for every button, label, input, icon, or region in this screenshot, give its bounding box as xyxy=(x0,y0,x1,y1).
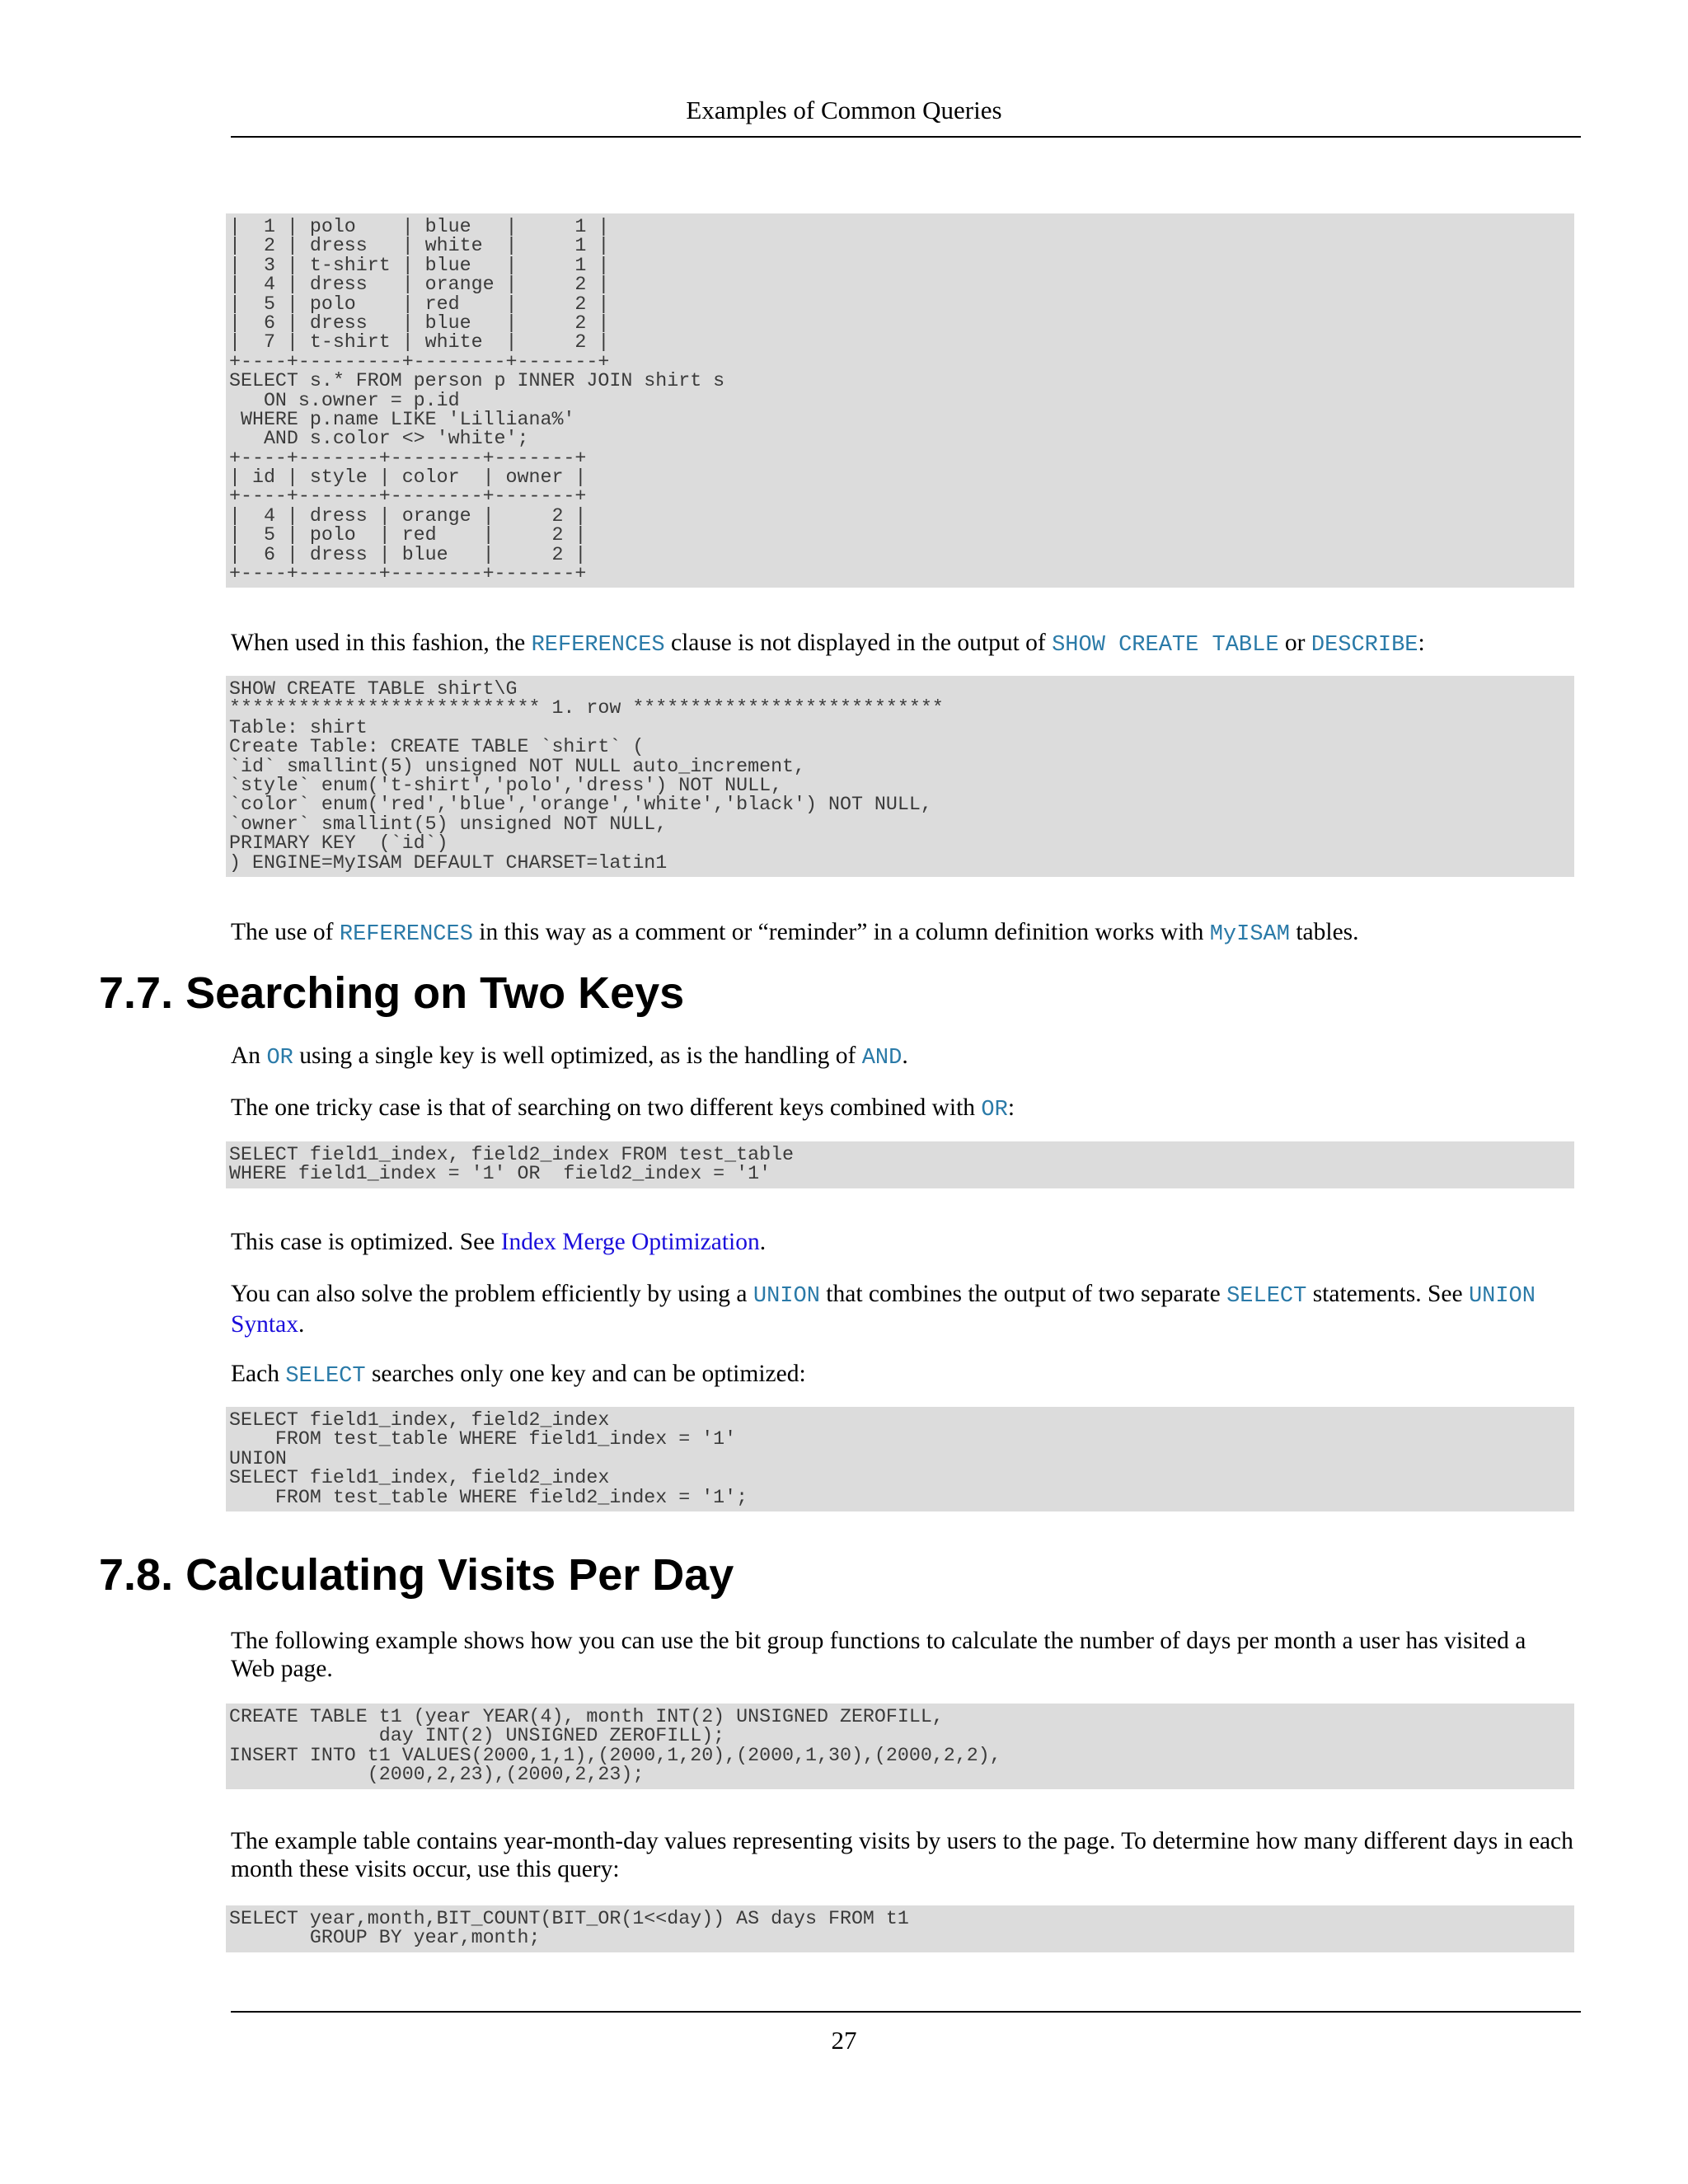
code-line: Create Table: CREATE TABLE `shirt` ( xyxy=(229,736,645,758)
literal-select: SELECT xyxy=(285,1364,366,1389)
text: When used in this fashion, the xyxy=(231,630,532,656)
code-line: `style` enum('t-shirt','polo','dress') NOT NULL, xyxy=(229,774,783,796)
code-line: | 4 | dress | orange | 2 | xyxy=(229,504,587,527)
code-block-create-t1 xyxy=(226,1704,1574,1789)
text: Each xyxy=(231,1361,286,1387)
paragraph-tricky-case xyxy=(231,1094,1574,1124)
code-line: SELECT year,month,BIT_COUNT(BIT_OR(1<<day)) AS days FROM t1 xyxy=(229,1908,909,1929)
literal-describe: DESCRIBE xyxy=(1311,633,1418,658)
paragraph-union-solution xyxy=(231,1280,1574,1338)
code-line: `owner` smallint(5) unsigned NOT NULL, xyxy=(229,813,668,835)
paragraph-references-not-displayed xyxy=(231,629,1574,659)
literal-or: OR xyxy=(266,1046,293,1071)
text: . xyxy=(298,1311,305,1338)
code-block-bit-count xyxy=(226,1905,1574,1952)
literal-myisam: MyISAM xyxy=(1209,922,1290,947)
code-line: | 4 | dress | orange | 2 | xyxy=(229,274,610,296)
text: searches only one key and can be optimized: xyxy=(365,1361,806,1387)
code-line: SELECT s.* FROM person p INNER JOIN shirt s xyxy=(229,370,725,392)
code-line: | 5 | polo | red | 2 | xyxy=(229,524,587,546)
code-line: ) ENGINE=MyISAM DEFAULT CHARSET=latin1 xyxy=(229,851,668,874)
code-line: SELECT field1_index, field2_index xyxy=(229,1467,610,1489)
code-line: CREATE TABLE t1 (year YEAR(4), month INT(2) UNSIGNED ZEROFILL, xyxy=(229,1706,944,1727)
link-union-syntax[interactable]: Syntax xyxy=(231,1311,298,1338)
section-heading-7-7: 7.7. Searching on Two Keys xyxy=(99,968,685,1018)
literal-union: UNION xyxy=(753,1284,820,1309)
code-line: Table: shirt xyxy=(229,716,368,738)
literal-show-create-table: SHOW CREATE TABLE xyxy=(1052,633,1279,658)
text: : xyxy=(1418,630,1425,656)
code-line: | 5 | polo | red | 2 | xyxy=(229,293,610,315)
text: The following example shows how you can use the bit group functions to calculate the number of days per month a user has visited a Web page. xyxy=(231,1628,1526,1682)
code-line: UNION xyxy=(229,1447,287,1469)
code-block-shirt-output xyxy=(226,213,1574,588)
text: . xyxy=(902,1043,908,1069)
text: statements. See xyxy=(1306,1281,1469,1307)
code-line: GROUP BY year,month; xyxy=(229,1927,541,1949)
code-line: day INT(2) UNSIGNED ZEROFILL); xyxy=(229,1725,725,1747)
literal-or: OR xyxy=(981,1098,1008,1122)
paragraph-references-reminder xyxy=(231,918,1574,949)
code-block-union xyxy=(226,1407,1574,1511)
code-line: | 6 | dress | blue | 2 | xyxy=(229,312,610,334)
code-line: FROM test_table WHERE field2_index = '1'; xyxy=(229,1486,748,1508)
code-line: +----+-------+--------+-------+ xyxy=(229,485,587,508)
code-line: | 2 | dress | white | 1 | xyxy=(229,235,610,257)
paragraph-or-single-key xyxy=(231,1042,1574,1072)
text: : xyxy=(1007,1094,1015,1121)
code-block-two-keys xyxy=(226,1141,1574,1188)
text: or xyxy=(1278,630,1311,656)
code-line: | 3 | t-shirt | blue | 1 | xyxy=(229,254,610,276)
text: An xyxy=(231,1043,267,1069)
code-line: SELECT field1_index, field2_index FROM test_table xyxy=(229,1144,795,1165)
code-line: | id | style | color | owner | xyxy=(229,466,587,489)
code-line: `color` enum('red','blue','orange','white','black') NOT NULL, xyxy=(229,794,932,816)
code-line: FROM test_table WHERE field1_index = '1' xyxy=(229,1428,737,1451)
code-line: WHERE field1_index = '1' OR field2_index = '1' xyxy=(229,1163,771,1185)
code-line: +----+---------+--------+-------+ xyxy=(229,350,610,373)
text: clause is not displayed in the output of xyxy=(664,630,1053,656)
text: using a single key is well optimized, as is the handling of xyxy=(293,1043,862,1069)
page-number: 27 xyxy=(831,2026,857,2055)
text: The example table contains year-month-day values representing visits by users to the page. To determine how many different days in each month these visits occur, use this query: xyxy=(231,1828,1573,1882)
literal-select: SELECT xyxy=(1226,1284,1307,1309)
code-line: SELECT field1_index, field2_index xyxy=(229,1409,610,1431)
text: This case is optimized. See xyxy=(231,1229,501,1255)
code-line: PRIMARY KEY (`id`) xyxy=(229,832,448,855)
code-line: *************************** 1. row *************************** xyxy=(229,697,944,719)
code-line: AND s.color <> 'white'; xyxy=(229,428,529,450)
literal-references: REFERENCES xyxy=(339,922,473,947)
code-line: SHOW CREATE TABLE shirt\G xyxy=(229,678,518,700)
link-index-merge-optimization[interactable]: Index Merge Optimization xyxy=(500,1229,760,1255)
paragraph-example-table xyxy=(231,1827,1574,1883)
code-line: +----+-------+--------+-------+ xyxy=(229,563,587,585)
text: The use of xyxy=(231,919,340,945)
text: . xyxy=(759,1229,767,1255)
text: in this way as a comment or “reminder” in a column definition works with xyxy=(472,919,1210,945)
code-line: WHERE p.name LIKE 'Lilliana%' xyxy=(229,408,575,430)
text: that combines the output of two separate xyxy=(819,1281,1227,1307)
code-line: ON s.owner = p.id xyxy=(229,389,460,411)
code-block-show-create xyxy=(226,676,1574,877)
link-union-syntax-literal[interactable]: UNION xyxy=(1468,1284,1536,1309)
code-line: (2000,2,23),(2000,2,23); xyxy=(229,1764,645,1786)
text: tables. xyxy=(1289,919,1359,945)
text: The one tricky case is that of searching on two different keys combined with xyxy=(231,1094,982,1121)
code-line: +----+-------+--------+-------+ xyxy=(229,447,587,469)
text: You can also solve the problem efficiently by using a xyxy=(231,1281,753,1307)
literal-references: REFERENCES xyxy=(531,633,665,658)
running-header: Examples of Common Queries xyxy=(686,96,1002,124)
header-rule xyxy=(231,136,1581,138)
code-line: INSERT INTO t1 VALUES(2000,1,1),(2000,1,20),(2000,1,30),(2000,2,2), xyxy=(229,1744,1001,1766)
paragraph-each-select xyxy=(231,1360,1574,1390)
code-line: | 6 | dress | blue | 2 | xyxy=(229,543,587,565)
paragraph-bit-group-functions xyxy=(231,1627,1574,1683)
paragraph-case-optimized xyxy=(231,1228,1574,1256)
literal-and: AND xyxy=(861,1046,903,1071)
section-heading-7-8: 7.8. Calculating Visits Per Day xyxy=(99,1550,734,1600)
code-line: | 7 | t-shirt | white | 2 | xyxy=(229,331,610,354)
code-line: `id` smallint(5) unsigned NOT NULL auto_increment, xyxy=(229,755,806,777)
footer-rule xyxy=(231,2011,1581,2013)
code-line: | 1 | polo | blue | 1 | xyxy=(229,216,610,237)
